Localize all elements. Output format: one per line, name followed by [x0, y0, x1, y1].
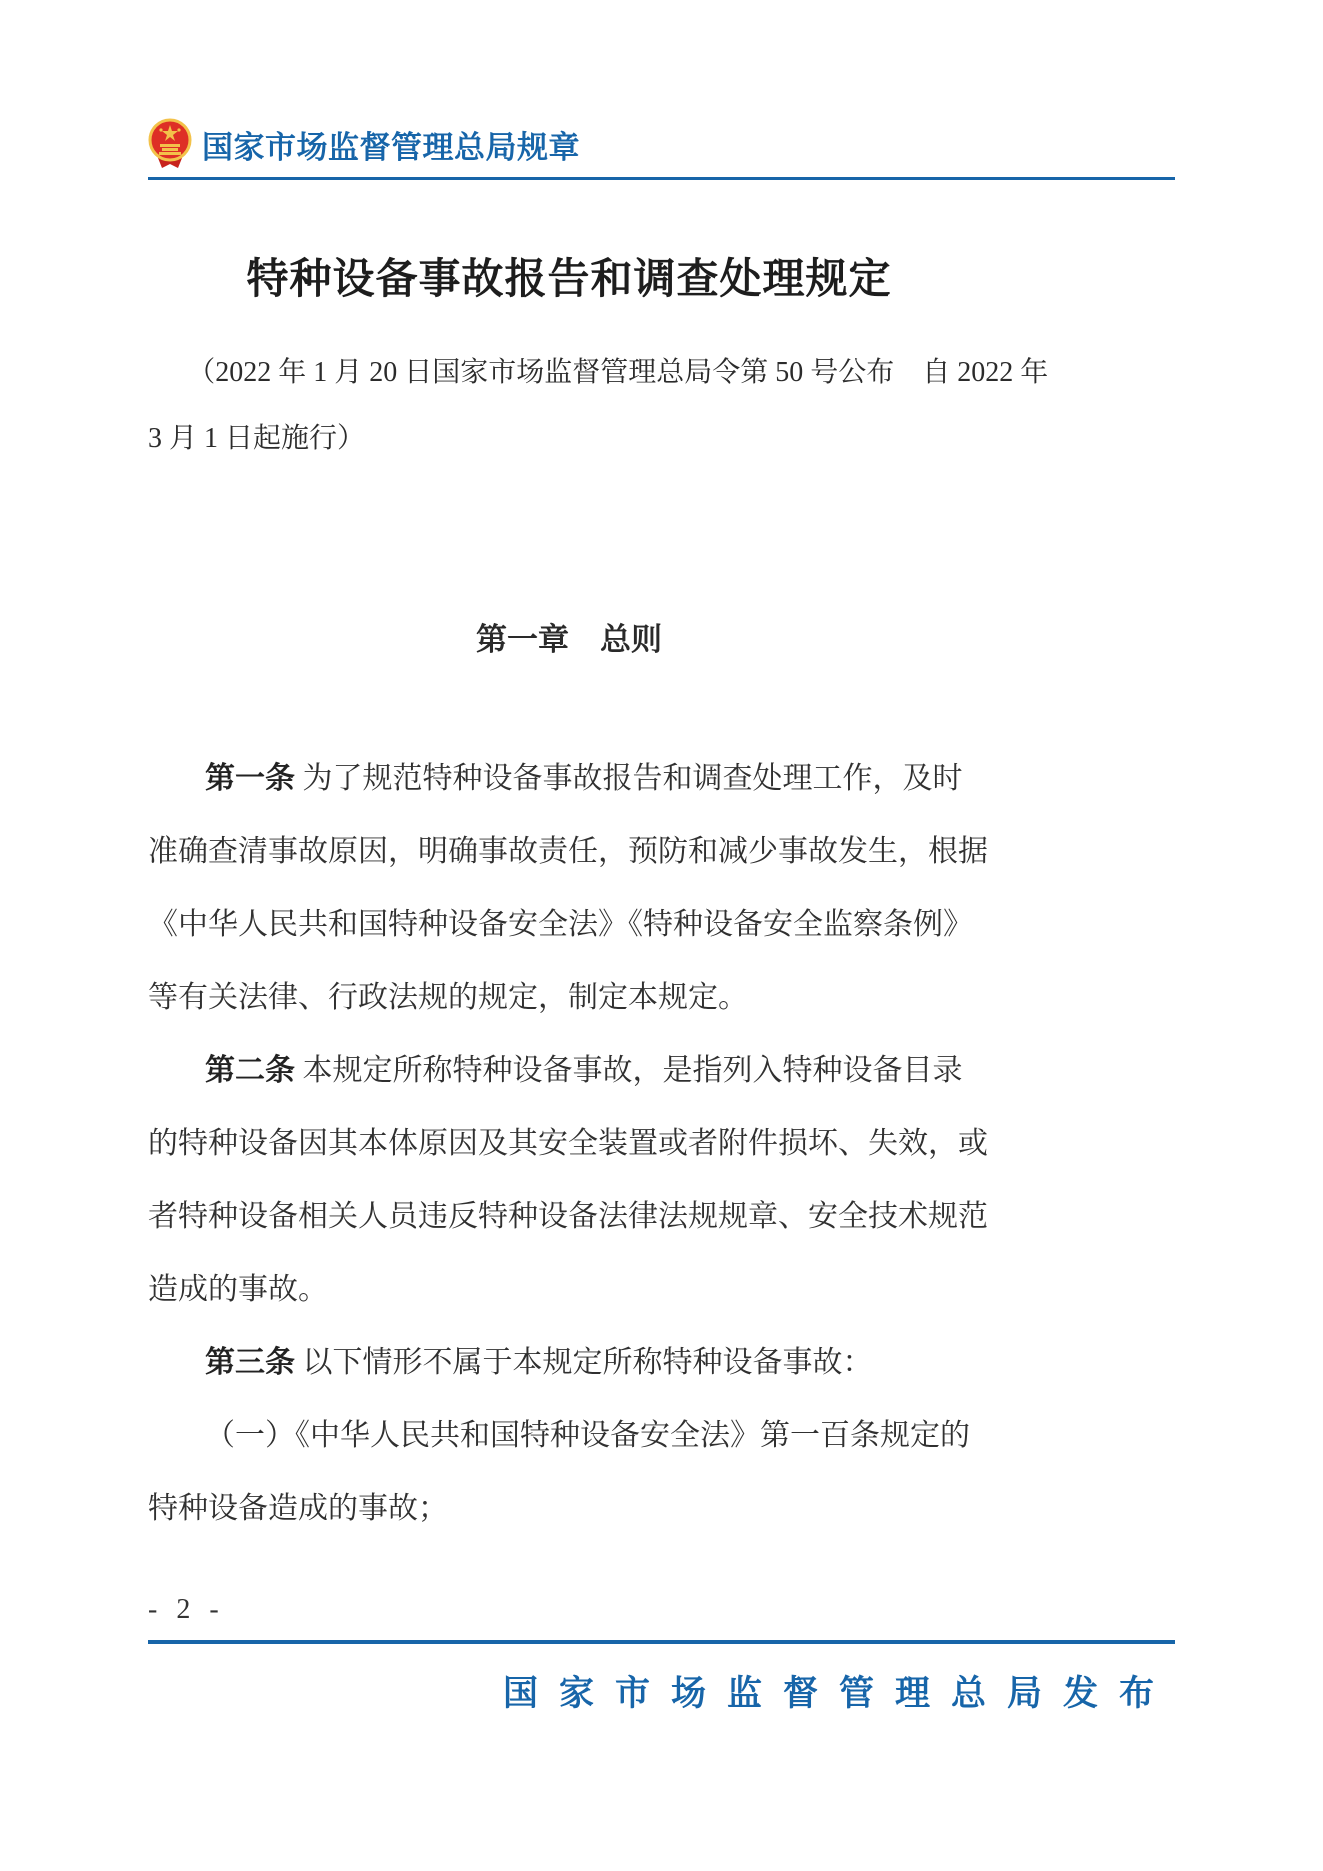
national-emblem-icon: [148, 118, 192, 170]
page-number: - 2 -: [148, 1594, 225, 1625]
header-agency-label: 国家市场监督管理总局规章: [202, 129, 580, 165]
promulgation-line: 3 月 1 日起施行）: [148, 423, 366, 454]
document-body: [148, 742, 1048, 1545]
footer-publisher-label: 国家市场监督管理总局发布: [502, 1674, 1175, 1713]
body-text-line: 的特种设备因其本体原因及其安全装置或者附件损坏、失效，或: [148, 1127, 988, 1160]
chapter-heading: 第一章 总则: [476, 622, 662, 657]
body-text-line: 《中华人民共和国特种设备安全法》《特种设备安全监察条例》: [148, 908, 973, 941]
body-text-line: 第三条 以下情形不属于本规定所称特种设备事故：: [205, 1346, 873, 1379]
body-text-line: 等有关法律、行政法规的规定，制定本规定。: [148, 981, 748, 1014]
header-divider: [148, 177, 1175, 180]
promulgation-line: （2022 年 1 月 20 日国家市场监督管理总局令第 50 号公布 自 2022 年: [187, 357, 1049, 388]
body-text-line: 特种设备造成的事故；: [148, 1492, 448, 1525]
document-title: 特种设备事故报告和调查处理规定: [246, 257, 892, 303]
body-text-line: 者特种设备相关人员违反特种设备法律法规规章、安全技术规范: [148, 1200, 988, 1233]
footer-divider: [148, 1640, 1175, 1644]
article-number-label: 第二条: [205, 1054, 295, 1087]
body-text-line: 造成的事故。: [148, 1273, 328, 1306]
promulgation-note: [148, 340, 1049, 472]
body-text-line: 第二条 本规定所称特种设备事故，是指列入特种设备目录: [205, 1054, 963, 1087]
body-text-line: 第一条 为了规范特种设备事故报告和调查处理工作，及时: [205, 762, 963, 795]
article-number-label: 第一条: [205, 762, 295, 795]
page-header: [148, 118, 580, 170]
body-text-line: 准确查清事故原因，明确事故责任，预防和减少事故发生，根据: [148, 835, 988, 868]
body-text-line: （一）《中华人民共和国特种设备安全法》第一百条规定的: [205, 1419, 970, 1452]
article-number-label: 第三条: [205, 1346, 295, 1379]
